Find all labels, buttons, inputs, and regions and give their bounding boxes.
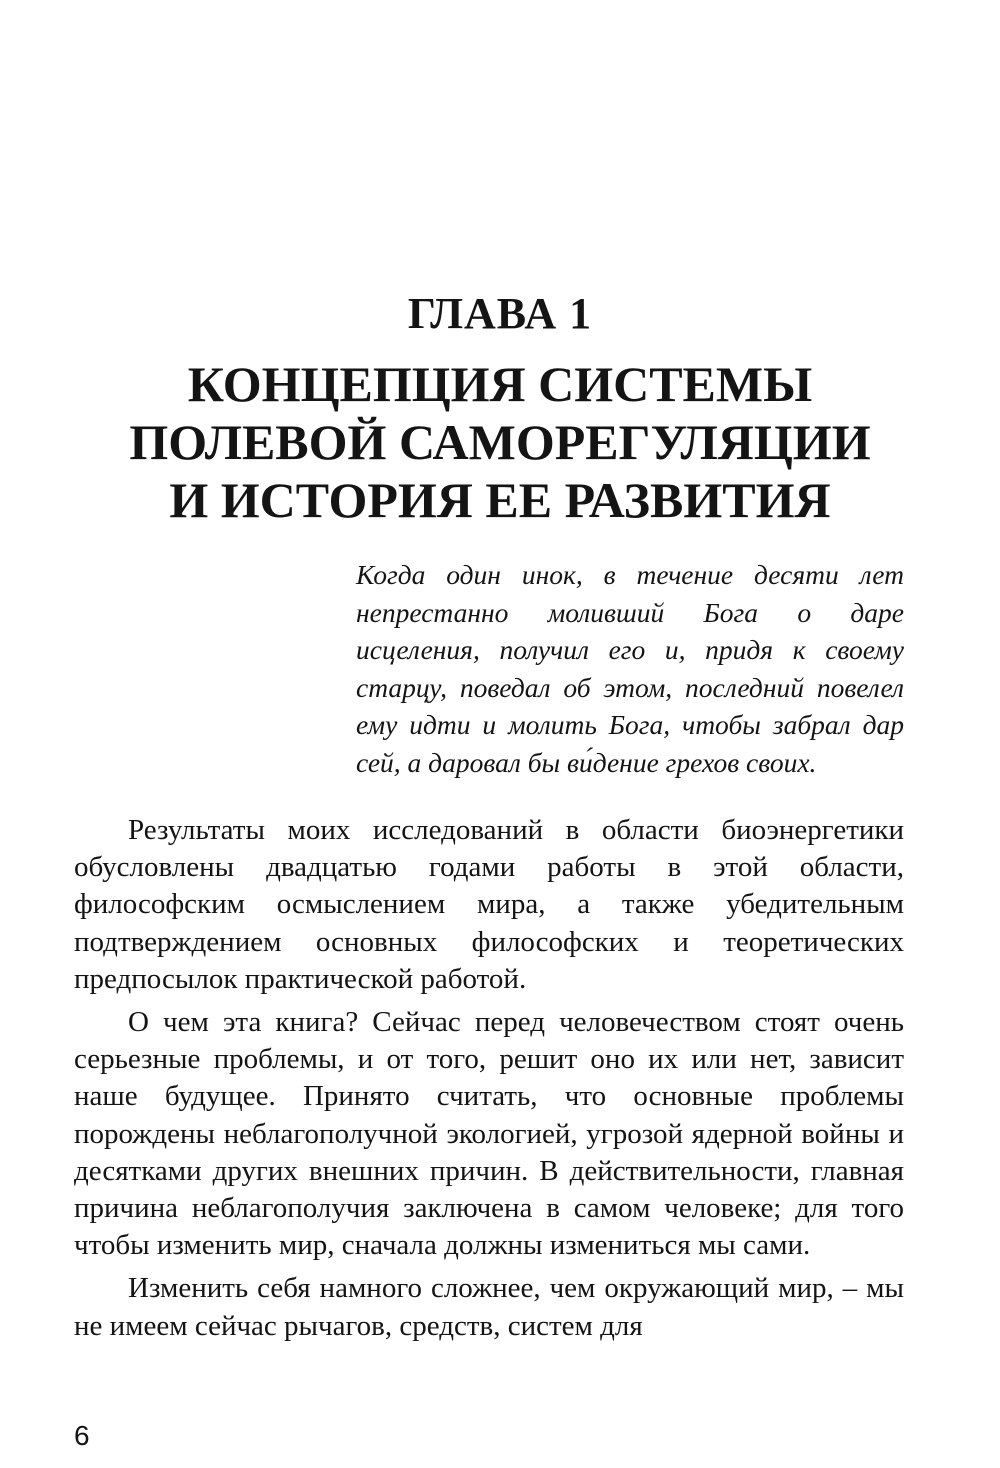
chapter-title-line: ПОЛЕВОЙ САМОРЕГУЛЯЦИИ [129,414,871,470]
epigraph: Когда один инок, в течение десяти лет непрестанно моливший Бога о даре исцеления, получил его и, придя к своему старцу, поведал об этом, последний повелел ему идти и молить Бога, чтобы забрал дар сей, а даровал бы ви́дение грехов своих. [356,559,904,778]
chapter-title-line: КОНЦЕПЦИЯ СИСТЕМЫ [187,356,813,412]
page-number: 6 [74,1420,90,1451]
chapter-label: ГЛАВА 1 [407,289,593,338]
chapter-title [0,355,1000,529]
body-text [74,812,904,1345]
paragraph: Изменить себя намного сложнее, чем окружающий мир, – мы не имеем сейчас рычагов, средств, систем для [74,1272,904,1342]
paragraph: О чем эта книга? Сейчас перед человечеством стоят очень серьезные проблемы, и от того, решит оно их или нет, зависит наше будущее. Принято считать, что основные проблемы порождены неблагополучной экологией, угрозой ядерной войны и десятками других внешних причин. В действительности, главная причина неблагополучия заключена в самом человеке; для того чтобы изменить мир, сначала должны измениться мы сами. [74,1006,904,1262]
chapter-title-line: И ИСТОРИЯ ЕЕ РАЗВИТИЯ [169,472,831,528]
paragraph: Результаты моих исследований в области биоэнергетики обусловлены двадцатью годами работы в этой области, философским осмыслением мира, а также убедительным подтверждением основных философских и теоретических предпосылок практической работой. [74,814,904,995]
